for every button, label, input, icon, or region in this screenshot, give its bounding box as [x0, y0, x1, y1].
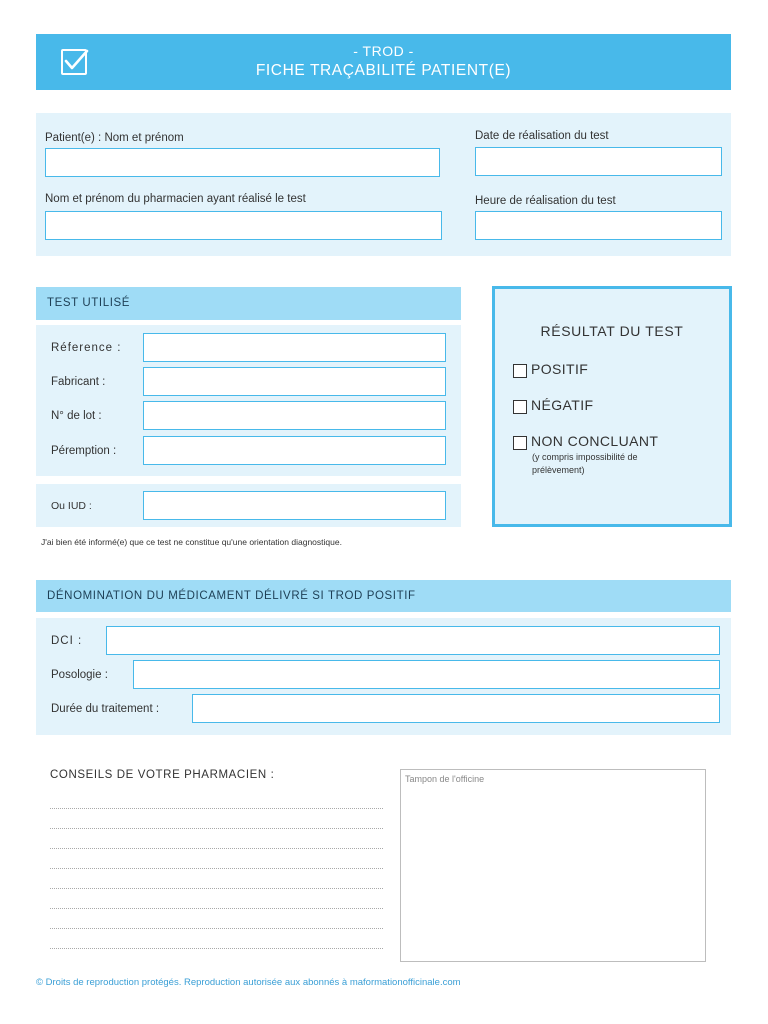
header-subtitle: - TROD -: [353, 43, 414, 59]
iud-label: Ou IUD :: [51, 500, 92, 512]
positive-option-label: POSITIF: [531, 361, 589, 377]
test-result-title: RÉSULTAT DU TEST: [540, 323, 684, 339]
inconclusive-checkbox[interactable]: [513, 436, 527, 450]
reference-label: Réference :: [51, 342, 122, 354]
pharmacy-stamp-box: [400, 769, 706, 962]
posology-field[interactable]: [133, 660, 720, 689]
advice-line[interactable]: [50, 928, 383, 929]
advice-line[interactable]: [50, 848, 383, 849]
medication-title: DÉNOMINATION DU MÉDICAMENT DÉLIVRÉ SI TROD POSITIF: [47, 590, 416, 602]
manufacturer-field[interactable]: [143, 367, 446, 396]
stamp-label: Tampon de l'officine: [405, 774, 485, 784]
inconclusive-note: (y compris impossibilité de prélèvement): [532, 452, 638, 475]
expiry-field[interactable]: [143, 436, 446, 465]
test-date-field[interactable]: [475, 147, 722, 176]
manufacturer-label: Fabricant :: [51, 376, 106, 388]
page-title: FICHE TRAÇABILITÉ PATIENT(E): [255, 62, 512, 79]
copyright-footer: © Droits de reproduction protégés. Reproduction autorisée aux abonnés à maformationofficinale.com: [36, 977, 461, 988]
test-time-field[interactable]: [475, 211, 722, 240]
dci-field[interactable]: [106, 626, 720, 655]
patient-name-label: Patient(e) : Nom et prénom: [45, 132, 184, 144]
negative-option-label: NÉGATIF: [531, 397, 594, 413]
advice-line[interactable]: [50, 948, 383, 949]
negative-checkbox[interactable]: [513, 400, 527, 414]
pharmacist-name-field[interactable]: [45, 211, 442, 240]
posology-label: Posologie :: [51, 669, 108, 681]
duration-label: Durée du traitement :: [51, 703, 160, 715]
positive-checkbox[interactable]: [513, 364, 527, 378]
reference-field[interactable]: [143, 333, 446, 362]
disclaimer-text: J'ai bien été informé(e) que ce test ne constitue qu'une orientation diagnostique.: [41, 537, 342, 547]
test-result-box: [492, 286, 732, 527]
test-used-bar: [36, 287, 461, 320]
advice-line[interactable]: [50, 888, 383, 889]
advice-line[interactable]: [50, 908, 383, 909]
lot-number-label: N° de lot :: [51, 410, 102, 422]
advice-line[interactable]: [50, 808, 383, 809]
form-header: [36, 34, 731, 90]
dci-label: DCI :: [51, 635, 83, 647]
test-date-label: Date de réalisation du test: [475, 130, 609, 142]
lot-number-field[interactable]: [143, 401, 446, 430]
inconclusive-option-label: NON CONCLUANT: [531, 433, 659, 449]
duration-field[interactable]: [192, 694, 720, 723]
patient-name-field[interactable]: [45, 148, 440, 177]
advice-line[interactable]: [50, 828, 383, 829]
test-used-title: TEST UTILISÉ: [47, 297, 131, 309]
medication-bar: [36, 580, 731, 612]
pharmacist-name-label: Nom et prénom du pharmacien ayant réalisé le test: [45, 193, 306, 205]
test-time-label: Heure de réalisation du test: [475, 195, 616, 207]
advice-line[interactable]: [50, 868, 383, 869]
iud-field[interactable]: [143, 491, 446, 520]
expiry-label: Péremption :: [51, 445, 117, 457]
advice-title: CONSEILS DE VOTRE PHARMACIEN :: [50, 769, 275, 781]
